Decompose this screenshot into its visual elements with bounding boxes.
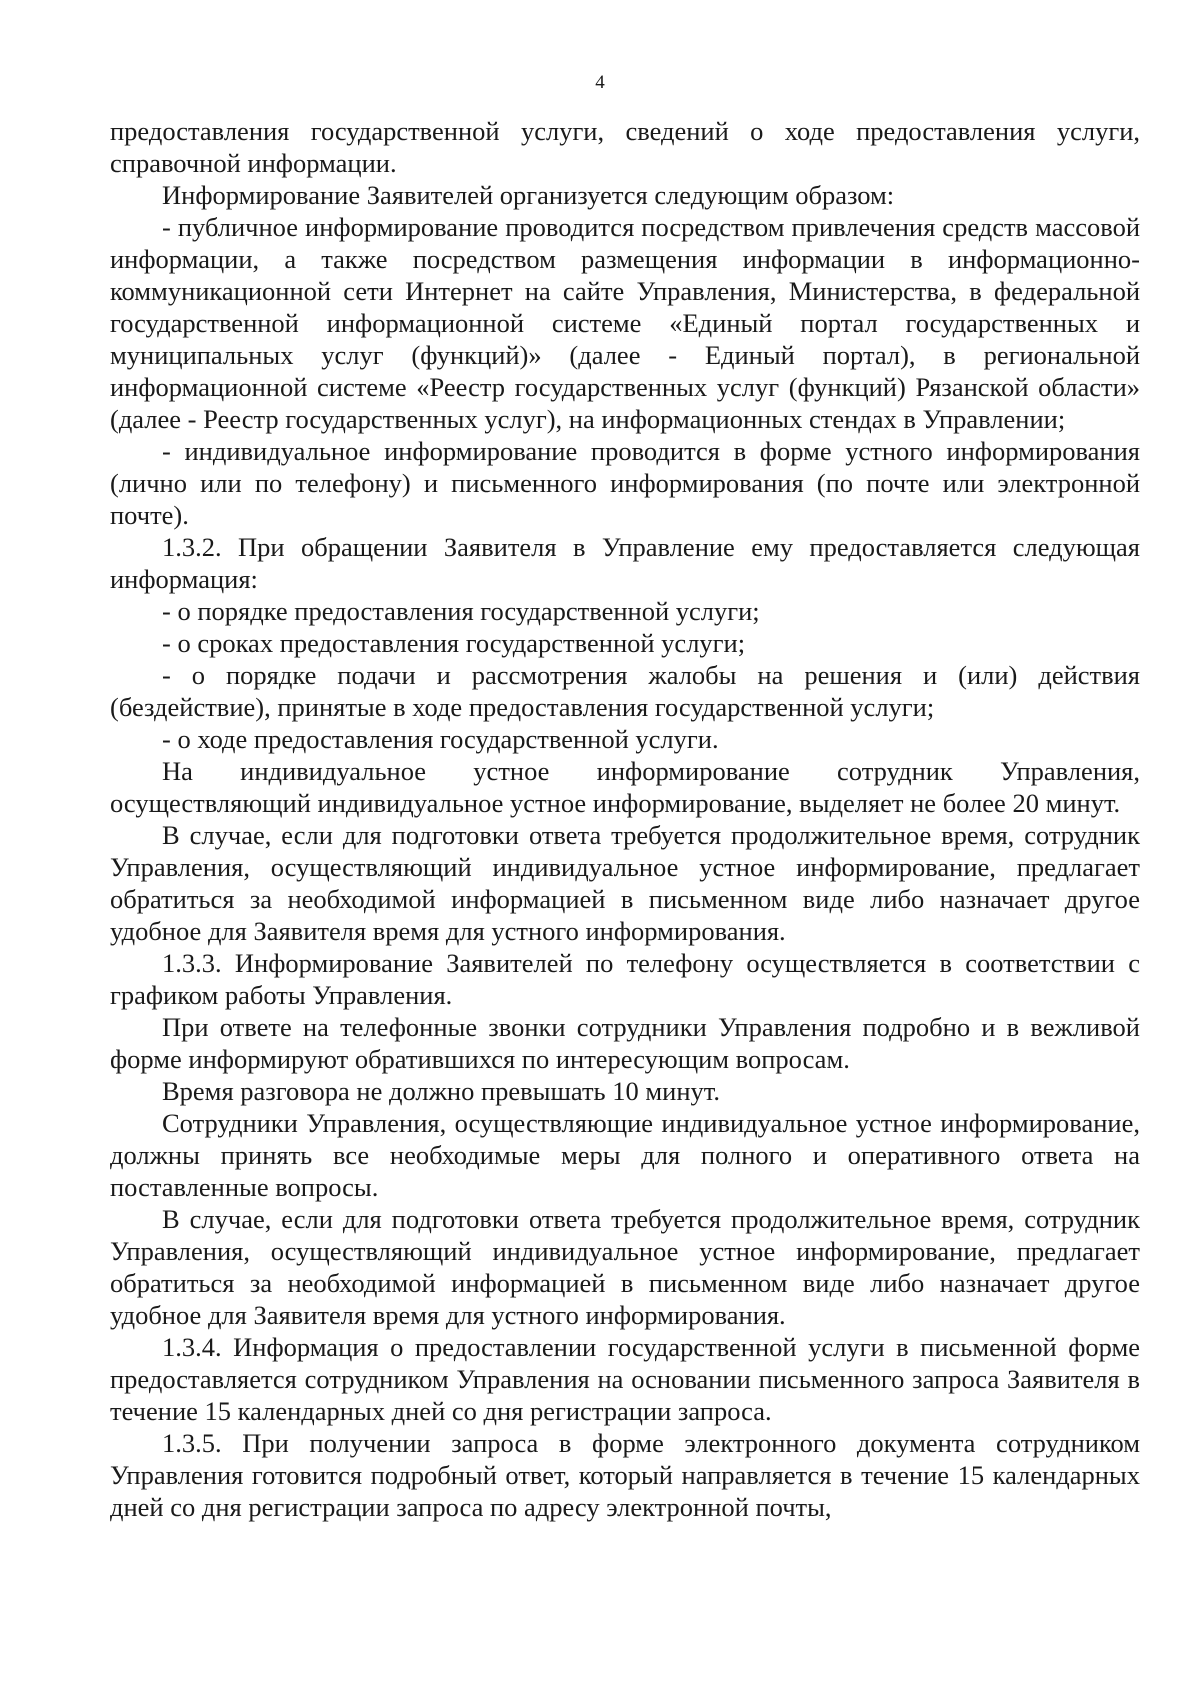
paragraph-continuation: предоставления государственной услуги, сведений о ходе предоставления услуги, справочной информации. [110, 116, 1140, 178]
paragraph-informing-intro: Информирование Заявителей организуется следующим образом: [162, 180, 895, 210]
paragraph-individual-informing: - индивидуальное информирование проводится в форме устного информирования (лично или по телефону) и письменного информирования (по почте или электронной почте). [110, 436, 1140, 530]
paragraph-extended-time-2: В случае, если для подготовки ответа требуется продолжительное время, сотрудник Управления, осуществляющий индивидуальное устное информирование, предлагает обратиться за необходимой информацией в письменном виде либо назначает другое удобное для Заявителя время для устного информирования. [110, 1204, 1140, 1330]
paragraph-section-1-3-3: 1.3.3. Информирование Заявителей по телефону осуществляется в соответствии с графиком работы Управления. [110, 948, 1140, 1010]
paragraph-public-informing: - публичное информирование проводится посредством привлечения средств массовой информации, а также посредством размещения информации в информационно-коммуникационной сети Интернет на сайте Управления, Министерства, в федеральной государственной информационной системе «Единый портал государственных и муниципальных услуг (функций)» (далее - Единый портал), в региональной информационной системе «Реестр государственных услуг (функций) Рязанской области» (далее - Реестр государственных услуг), на информационных стендах в Управлении; [110, 212, 1140, 434]
list-item-terms: - о сроках предоставления государственной услуги; [162, 628, 746, 658]
document-body [110, 115, 1140, 1523]
paragraph-section-1-3-4: 1.3.4. Информация о предоставлении государственной услуги в письменной форме предоставляется сотрудником Управления на основании письменного запроса Заявителя в течение 15 календарных дней со дня регистрации запроса. [110, 1332, 1140, 1426]
page-number: 4 [595, 72, 605, 93]
paragraph-section-1-3-2: 1.3.2. При обращении Заявителя в Управление ему предоставляется следующая информация: [110, 532, 1140, 594]
paragraph-extended-time-1: В случае, если для подготовки ответа требуется продолжительное время, сотрудник Управления, осуществляющий индивидуальное устное информирование, предлагает обратиться за необходимой информацией в письменном виде либо назначает другое удобное для Заявителя время для устного информирования. [110, 820, 1140, 946]
list-item-complaints: - о порядке подачи и рассмотрения жалобы на решения и (или) действия (бездействие), принятые в ходе предоставления государственной услуги; [110, 660, 1140, 722]
paragraph-section-1-3-5: 1.3.5. При получении запроса в форме электронного документа сотрудником Управления готовится подробный ответ, который направляется в течение 15 календарных дней со дня регистрации запроса по адресу электронной почты, [110, 1428, 1140, 1522]
paragraph-oral-time-limit: На индивидуальное устное информирование сотрудник Управления, осуществляющий индивидуальное устное информирование, выделяет не более 20 минут. [110, 756, 1140, 818]
list-item-progress: - о ходе предоставления государственной услуги. [162, 724, 719, 754]
paragraph-staff-measures: Сотрудники Управления, осуществляющие индивидуальное устное информирование, должны принять все необходимые меры для полного и оперативного ответа на поставленные вопросы. [110, 1108, 1140, 1202]
list-item-procedure: - о порядке предоставления государственной услуги; [162, 596, 760, 626]
paragraph-phone-calls: При ответе на телефонные звонки сотрудники Управления подробно и в вежливой форме информируют обратившихся по интересующим вопросам. [110, 1012, 1140, 1074]
paragraph-call-duration: Время разговора не должно превышать 10 минут. [162, 1076, 720, 1106]
